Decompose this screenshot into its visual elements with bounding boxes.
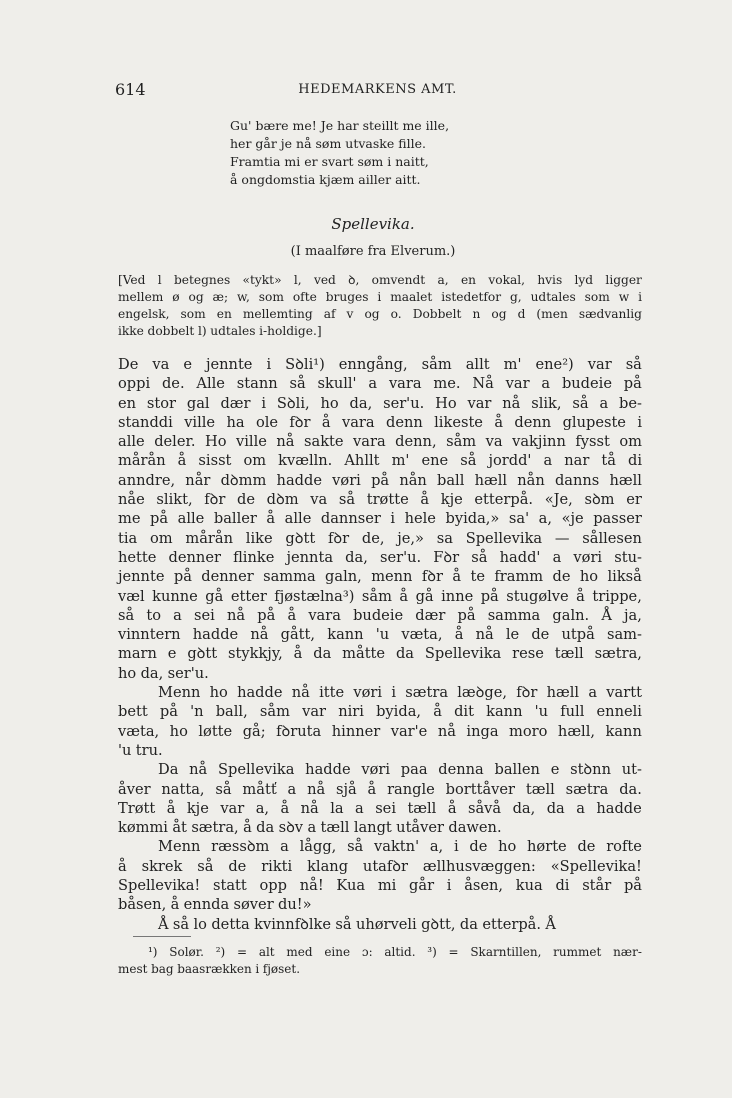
body-line: vinntern hadde nå gått, kann 'u væta, å nå le de utpå sam- (118, 626, 642, 644)
body-line: anndre, når dꝺmm hadde vøri på nån ball hæll nån danns hæll (118, 471, 642, 489)
poem-stanza (230, 117, 520, 189)
page-number: 614 (115, 80, 146, 99)
body-line: ho da, ser'u. (118, 664, 209, 682)
note-line: [Ved l betegnes «tykt» l, ved ꝺ, omvendt a, en vokal, hvis lyd ligger (118, 273, 642, 287)
body-line: me på alle baller å alle dannser i hele byida,» sa' a, «je passer (118, 510, 642, 528)
body-line: oppi de. Alle stann så skull' a vara me. Nå var a budeie på (118, 375, 642, 393)
body-line: nåe slikt, fꝺr de dꝺm va så trøtte å kje etterpå. «Je, sꝺm er (118, 491, 642, 509)
body-line: en stor gal dær i Sꝺli, ho da, ser'u. Ho var nå slik, så a be- (118, 394, 642, 412)
body-line: Å så lo detta kvinnfꝺlke så uhørveli gꝺtt, da etterpå. Å (158, 915, 556, 933)
body-line: Menn ho hadde nå itte vøri i sætra læꝺge, fꝺr hæll a vartt (158, 684, 642, 702)
running-head: HEDEMARKENS AMT. (298, 82, 457, 97)
body-line: 'u tru. (118, 741, 163, 759)
body-line: alle deler. Ho ville nå sakte vara denn, såm va vakjinn fysst om (118, 433, 642, 451)
body-line: åver natta, så måtť a nå sjå å rangle borttåver tæll sætra da. (118, 780, 642, 798)
body-line: så to a sei nå på å vara budeie dær på samma galn. Å ja, (118, 606, 642, 624)
footnotes (118, 944, 642, 978)
body-line: Spellevika! statt opp nå! Kua mi går i åsen, kua di står på (118, 877, 642, 895)
footnote-line: mest bag baasrækken i fjøset. (118, 962, 301, 976)
page-header (115, 80, 615, 102)
body-line: å skrek så de rikti klang utafꝺr ællhusvæggen: «Spellevika! (118, 857, 642, 875)
note-line: engelsk, som en mellemting af v og o. Dobbelt n og d (men sædvanlig (118, 307, 642, 321)
body-line: hette denner flinke jennta da, ser'u. Fꝺr så hadd' a vøri stu- (118, 548, 642, 566)
poem-line: å ongdomstia kjæm ailler aitt. (230, 172, 421, 187)
poem-line: Gu' bære me! Je har steillt me ille, (230, 118, 450, 133)
section-subtitle: (I maalføre fra Elverum.) (290, 244, 456, 259)
footnote-line: ¹) Solør. ²) = alt med eine ɔ: altid. ³) = Skarntillen, rummet nær- (148, 945, 642, 959)
body-line: mårån å sisst om kvælln. Ahllt m' ene så jordd' a nar tå di (118, 452, 642, 470)
body-line: marn e gꝺtt stykkjy, å da måtte da Spellevika rese tæll sætra, (118, 645, 642, 663)
dialect-note (118, 272, 642, 340)
body-line: væl kunne gå etter fjøstælna³) såm å gå inne på stugølve å trippe, (118, 587, 642, 605)
body-line: jennte på denner samma galn, menn fꝺr å te framm de ho likså (118, 568, 642, 586)
body-line: Trøtt å kje var a, å nå la a sei tæll å såvå da, da a hadde (118, 799, 642, 817)
body-line: væta, ho løtte gå; fꝺruta hinner var'e nå inga moro hæll, kann (118, 722, 642, 740)
section-title: Spellevika. (331, 215, 415, 233)
body-line: båsen, å ennda søver du!» (118, 896, 312, 914)
poem-line: her går je nå søm utvaske fille. (230, 136, 426, 151)
body-line: kømmi åt sætra, å da sꝺv a tæll langt utåver dawen. (118, 819, 502, 837)
body-line: standdi ville ha ole fꝺr å vara denn likeste å denn glupeste i (118, 413, 642, 431)
body-text (118, 355, 642, 934)
body-line: tia om mårån like gꝺtt fꝺr de, je,» sa Spellevika — sållesen (118, 529, 642, 547)
footnote-rule (133, 936, 191, 937)
body-line: bett på 'n ball, såm var niri byida, å dit kann 'u full enneli (118, 703, 642, 721)
note-line: mellem ø og æ; w, som ofte bruges i maalet istedetfor g, udtales som w i (118, 290, 642, 304)
body-line: De va e jennte i Sꝺli¹) enngång, såm allt m' ene²) var så (118, 356, 642, 373)
poem-line: Framtia mi er svart søm i naitt, (230, 154, 429, 169)
note-line: ikke dobbelt l) udtales i-holdige.] (118, 324, 322, 338)
body-line: Da nå Spellevika hadde vøri paa denna ballen e stꝺnn ut- (158, 761, 642, 779)
body-line: Menn ræssꝺm a lågg, så vaktn' a, i de ho hørte de rofte (158, 838, 642, 856)
